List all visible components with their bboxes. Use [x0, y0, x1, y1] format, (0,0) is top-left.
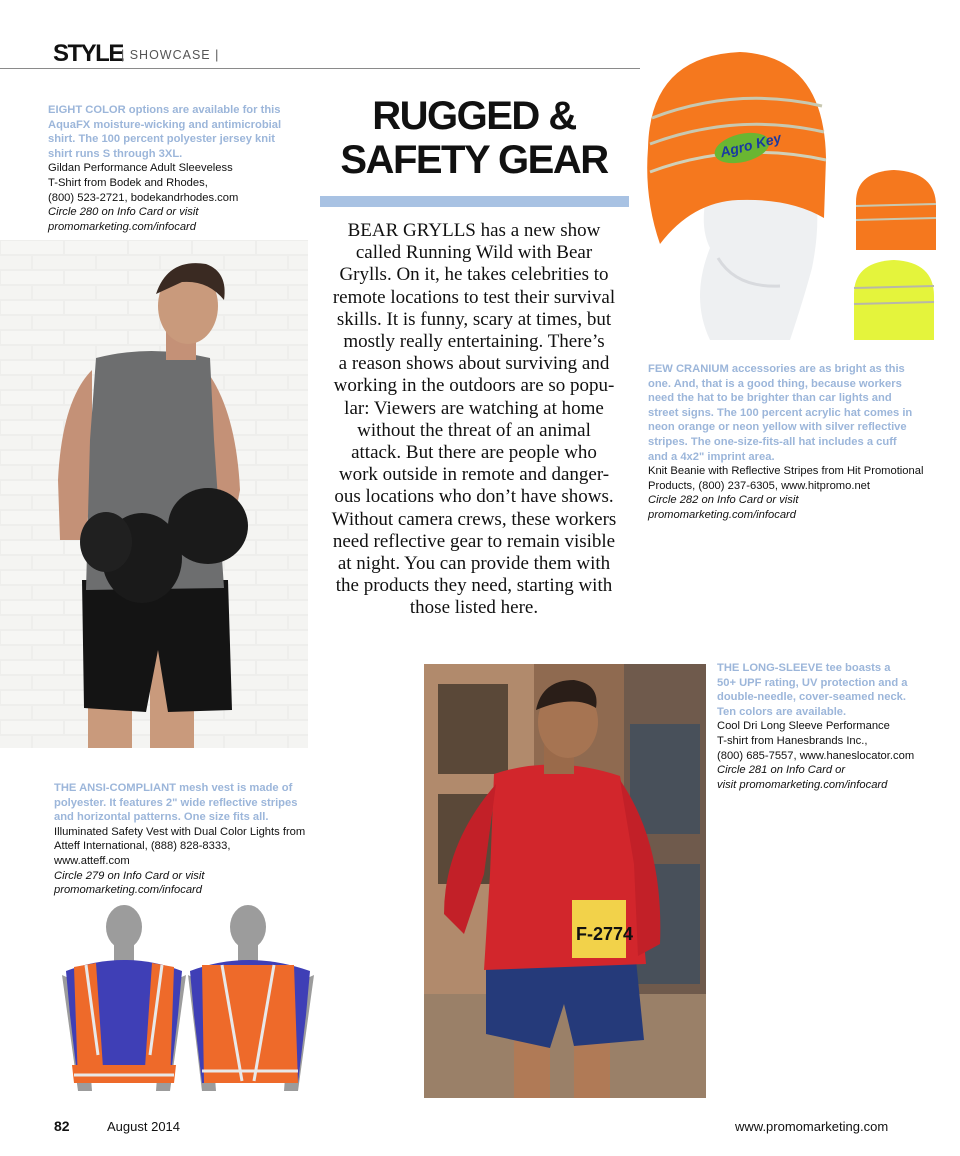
caption-circle-line: promomarketing.com/infocard — [648, 508, 796, 521]
caption-product-line: T-shirt from Hanesbrands Inc., — [717, 734, 868, 747]
intro-line: work outside in remote and danger- — [338, 464, 610, 486]
title-underline-bar — [320, 196, 629, 207]
photo-knit-beanies — [640, 48, 960, 350]
caption-product-line: Knit Beanie with Reflective Stripes from Hit Promotional — [648, 465, 924, 478]
title-line-2: SAFETY GEAR — [340, 138, 608, 182]
caption-product-line: Cool Dri Long Sleeve Performance — [717, 720, 890, 733]
caption-lead-line: double-needle, cover-seamed neck. — [717, 691, 907, 704]
caption-product-line: www.atteff.com — [54, 854, 130, 867]
caption-circle — [648, 493, 938, 522]
caption-lead-line: shirt runs S through 3XL. — [48, 147, 183, 160]
caption-product-line: Atteff International, (888) 828-8333, — [54, 840, 231, 853]
photo-safety-vests — [52, 905, 320, 1093]
caption-lead-line: shirt. The 100 percent polyester jersey knit — [48, 133, 275, 146]
photo-long-sleeve-runner — [424, 664, 706, 1098]
intro-line: Without camera crews, these workers — [331, 508, 617, 530]
caption-lead-line: THE LONG-SLEEVE tee boasts a — [717, 662, 891, 674]
caption-lead-line: and a 4x2" imprint area. — [648, 450, 775, 463]
caption-lead-line: need the hat to be brighter than car lights and — [648, 392, 892, 405]
caption-lead-line: THE ANSI-COMPLIANT mesh vest is made of — [54, 782, 293, 794]
intro-line: attack. But there are people who — [351, 442, 597, 464]
intro-line: skills. It is funny, scary at times, but — [336, 308, 612, 330]
section-label: | SHOWCASE | — [121, 48, 220, 62]
caption-circle-line: Circle 280 on Info Card or visit — [48, 206, 199, 219]
beanie-logo: Agro Key — [718, 129, 783, 161]
caption-product — [717, 719, 947, 763]
issue-date: August 2014 — [107, 1119, 181, 1134]
caption-circle-line: Circle 282 on Info Card or visit — [648, 494, 799, 507]
page-number: 82 — [54, 1118, 70, 1134]
footer-url: www.promomarketing.com — [735, 1119, 889, 1134]
caption-circle-line: Circle 281 on Info Card or — [717, 764, 846, 777]
article-intro — [318, 220, 630, 620]
intro-line: lar: Viewers are watching at home — [344, 397, 604, 419]
brick-wall-boxer-illustration — [0, 240, 308, 748]
caption-lead — [48, 103, 306, 161]
intro-line: those listed here. — [409, 597, 539, 619]
caption-lead-line: street signs. The 100 percent acrylic hat comes in — [648, 406, 913, 419]
beanie-on-mannequin-illustration — [640, 48, 960, 350]
caption-circle-line: promomarketing.com/infocard — [48, 220, 196, 233]
intro-line: working in the outdoors are so popu- — [333, 375, 615, 397]
caption-lead-line: neon orange or neon yellow with silver reflective — [648, 421, 907, 434]
intro-line: Grylls. On it, he takes celebrities to — [339, 264, 609, 286]
caption-lead-line: Ten colors are available. — [717, 705, 847, 718]
caption-lead-line: one. And, that is a good thing, because workers — [648, 377, 902, 390]
caption-product-line: Products, (800) 237-6305, www.hitpromo.net — [648, 479, 871, 492]
caption-circle-line: promomarketing.com/infocard — [54, 884, 202, 897]
intro-line: at night. You can provide them with — [337, 553, 611, 575]
safety-vest-front-back-illustration — [52, 905, 320, 1093]
caption-lead — [648, 362, 938, 464]
caption-product — [648, 464, 938, 493]
caption-knit-beanie — [648, 362, 938, 523]
caption-circle — [717, 763, 947, 792]
caption-circle-line: visit promomarketing.com/infocard — [717, 778, 888, 791]
intro-line: need reflective gear to remain visible — [332, 530, 616, 552]
caption-lead-line: stripes. The one-size-fits-all hat includes a cuff — [648, 435, 897, 448]
caption-product-line: (800) 685-7557, www.haneslocator.com — [717, 749, 915, 762]
intro-line: mostly really entertaining. There’s — [343, 331, 605, 353]
article-title — [315, 94, 633, 182]
caption-product-line: T-Shirt from Bodek and Rhodes, — [48, 176, 208, 189]
caption-lead-line: FEW CRANIUM accessories are as bright as this — [648, 363, 905, 375]
caption-safety-vest — [54, 781, 312, 898]
intro-line: without the threat of an animal — [357, 419, 591, 441]
intro-line: the products they need, starting with — [335, 575, 613, 597]
caption-product-line: (800) 523-2721, bodekandrhodes.com — [48, 191, 239, 204]
title-line-1: RUGGED & — [372, 94, 576, 138]
caption-lead-line: 50+ UPF rating, UV protection and a — [717, 676, 908, 689]
caption-circle — [48, 205, 306, 234]
caption-lead-line: polyester. It features 2" wide reflective stripes — [54, 796, 298, 809]
caption-long-sleeve-tee — [717, 661, 947, 792]
magazine-section-brand: STYLE — [53, 40, 123, 67]
caption-sleeveless-shirt — [48, 103, 306, 234]
caption-product-line: Illuminated Safety Vest with Dual Color Lights from — [54, 825, 306, 838]
photo-sleeveless-shirt-model — [0, 240, 308, 748]
caption-product — [48, 161, 306, 205]
intro-line: remote locations to test their survival — [332, 286, 616, 308]
caption-lead-line: AquaFX moisture-wicking and antimicrobial — [48, 118, 282, 131]
caption-lead-line: EIGHT COLOR options are available for this — [48, 104, 281, 116]
caption-circle — [54, 869, 312, 898]
caption-lead — [54, 781, 312, 825]
intro-line: ous locations who don’t have shows. — [334, 486, 614, 508]
intro-line: BEAR GRYLLS has a new show — [347, 220, 601, 241]
caption-product-line: Gildan Performance Adult Sleeveless — [48, 162, 233, 175]
caption-circle-line: Circle 279 on Info Card or visit — [54, 869, 205, 882]
runner-illustration — [424, 664, 706, 1098]
caption-product — [54, 825, 312, 869]
caption-lead-line: and horizontal patterns. One size fits all. — [54, 811, 269, 824]
caption-lead — [717, 661, 947, 719]
race-bib-number: F-2774 — [576, 924, 634, 944]
intro-line: called Running Wild with Bear — [355, 242, 593, 264]
intro-line: a reason shows about surviving and — [338, 353, 610, 375]
